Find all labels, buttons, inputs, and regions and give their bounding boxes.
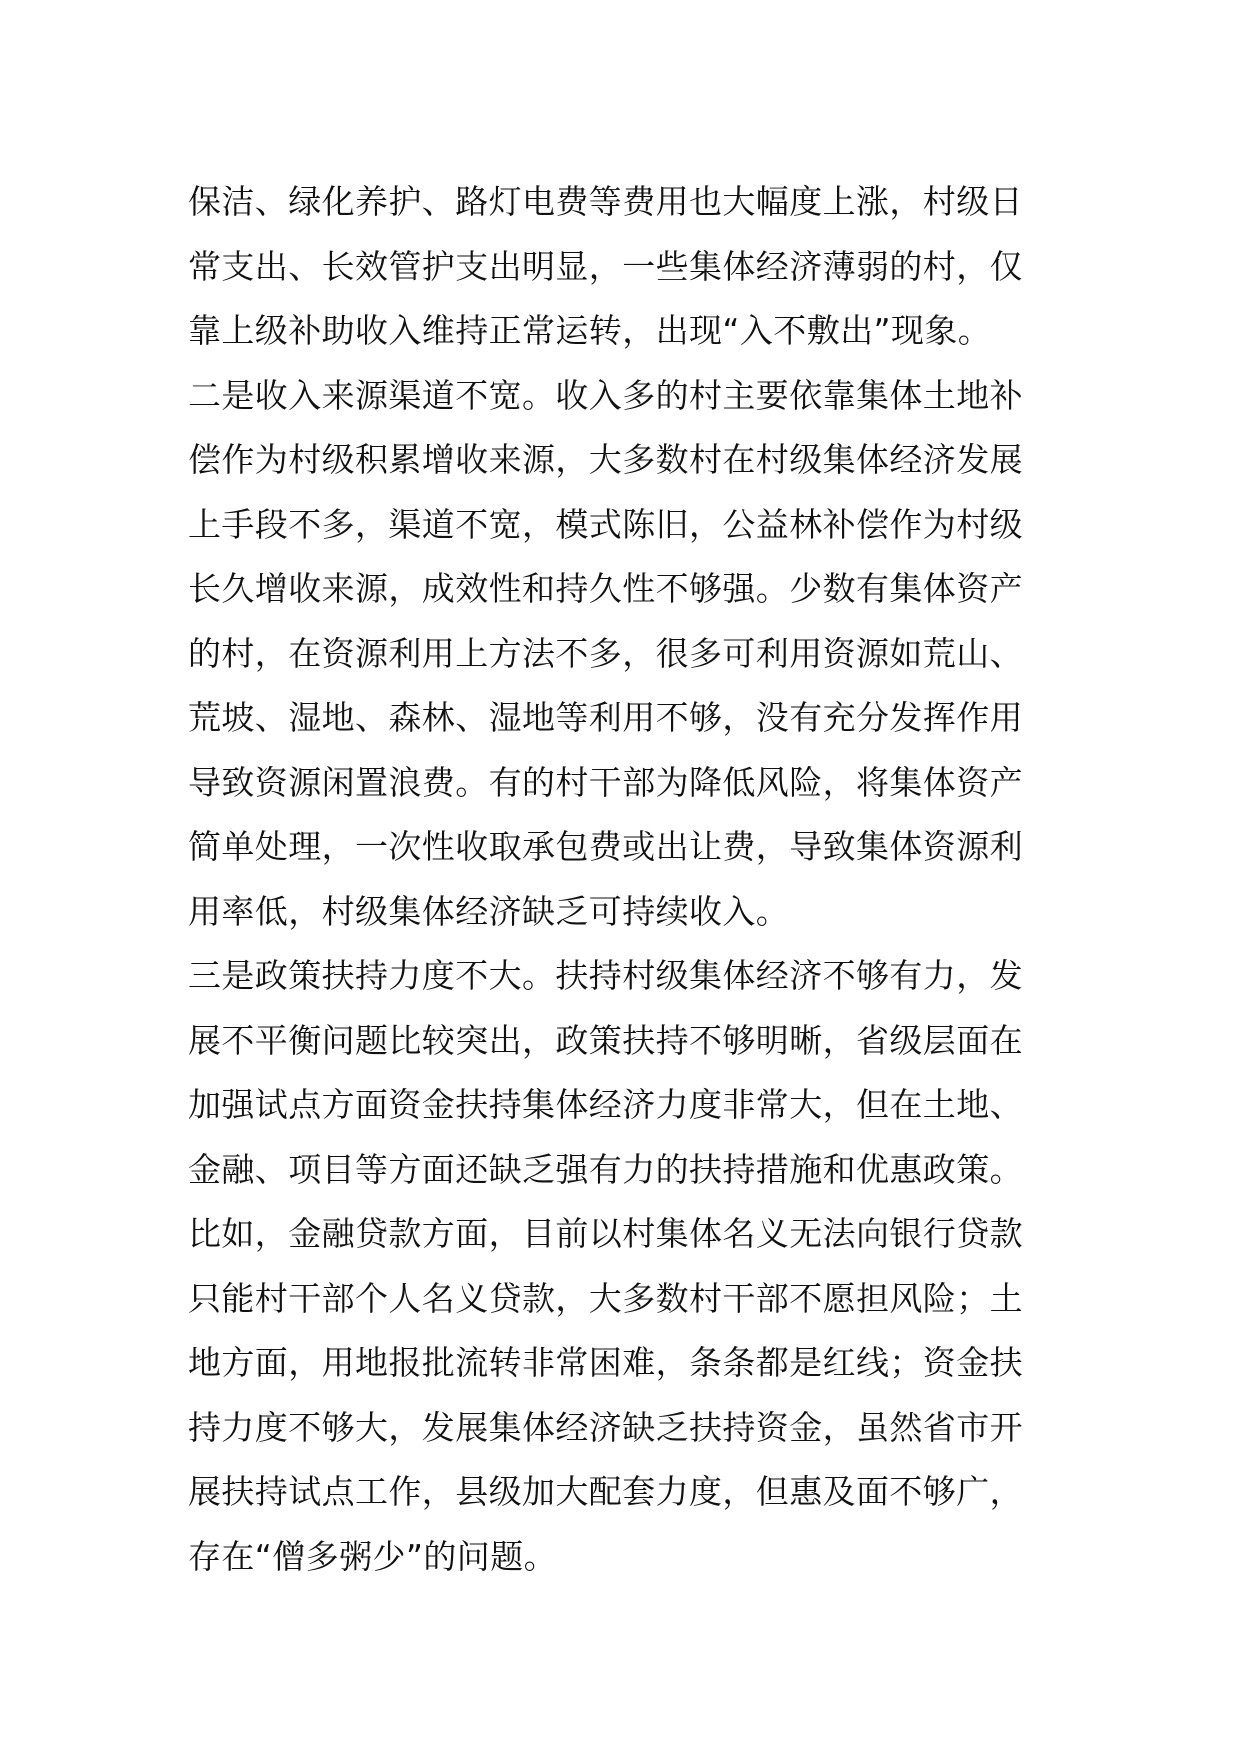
text-line: 展扶持试点工作，县级加大配套力度，但惠及面不够广， (188, 1472, 1023, 1511)
text-line: 用率低，村级集体经济缺乏可持续收入。 (188, 891, 790, 931)
text-line: 保洁、绿化养护、路灯电费等费用也大幅度上涨，村级日 (188, 182, 1023, 221)
text-line: 的村，在资源利用上方法不多，很多可利用资源如荒山、 (188, 633, 1023, 673)
body-text (188, 170, 1068, 1589)
text-line: 靠上级补助收入维持正常运转，出现“入不敷出”现象。 (188, 311, 992, 350)
text-line: 地方面，用地报批流转非常困难，条条都是红线；资金扶 (188, 1343, 1023, 1382)
text-line: 金融、项目等方面还缺乏强有力的扶持措施和优惠政策。 (188, 1149, 1023, 1189)
text-line: 三是政策扶持力度不大。扶持村级集体经济不够有力，发 (188, 956, 1023, 995)
text-line: 常支出、长效管护支出明显，一些集体经济薄弱的村，仅 (188, 246, 1023, 286)
text-line: 二是收入来源渠道不宽。收入多的村主要依靠集体土地补 (188, 375, 1023, 415)
text-line: 加强试点方面资金扶持集体经济力度非常大，但在土地、 (188, 1085, 1023, 1124)
text-line: 展不平衡问题比较突出，政策扶持不够明晰，省级层面在 (188, 1020, 1023, 1060)
text-line: 上手段不多，渠道不宽，模式陈旧，公益林补偿作为村级 (188, 504, 1023, 544)
text-line: 持力度不够大，发展集体经济缺乏扶持资金，虽然省市开 (188, 1407, 1023, 1447)
text-line: 偿作为村级积累增收来源，大多数村在村级集体经济发展 (188, 440, 1023, 479)
text-line: 只能村干部个人名义贷款，大多数村干部不愿担风险；土 (188, 1278, 1023, 1318)
text-line: 导致资源闲置浪费。有的村干部为降低风险，将集体资产 (188, 762, 1023, 802)
text-line: 简单处理，一次性收取承包费或出让费，导致集体资源利 (188, 827, 1023, 866)
text-line: 长久增收来源，成效性和持久性不够强。少数有集体资产 (188, 569, 1023, 608)
text-line: 比如，金融贷款方面，目前以村集体名义无法向银行贷款 (188, 1214, 1023, 1253)
text-line: 荒坡、湿地、森林、湿地等利用不够，没有充分发挥作用 (188, 698, 1023, 737)
text-line: 存在“僧多粥少”的问题。 (188, 1536, 557, 1576)
